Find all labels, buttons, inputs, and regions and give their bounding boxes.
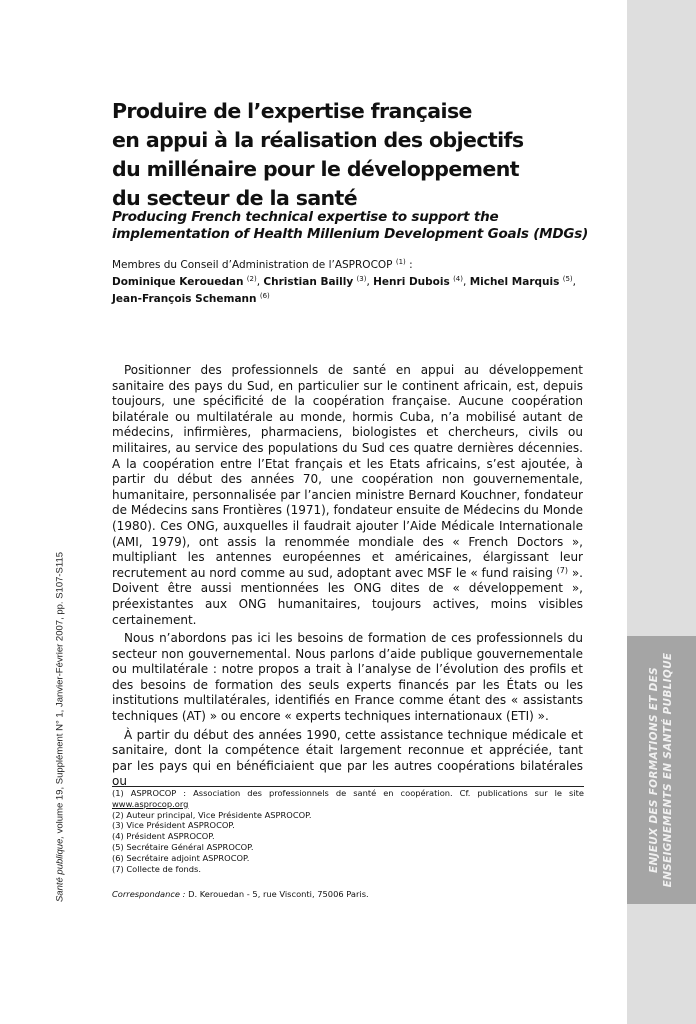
author-name: Michel Marquis [469, 276, 560, 288]
author-intro [112, 257, 592, 274]
asprocop-link[interactable]: www.asprocop.org [112, 798, 189, 809]
section-tab-label [647, 636, 675, 904]
author-list-line: Dominique Kerouedan $^{(2)}$, Christian Bailly $^{(3)}$, Henri Dubois $^{(4)}$, Michel Marquis $^{(5)}$, [112, 275, 576, 288]
running-head [55, 552, 66, 902]
article-title [112, 97, 592, 213]
paragraph-text: Positionner des professionnels de santé en appui au développement sanitaire des pays du Sud, en particulier sur le continent africain, est, depuis toujours, une spécificité de la coopération française. Aucune coopération bilatérale ou multilatérale au monde, hormis Cuba, n’a mobilisé autant de médecins, infirmières, pharmaciens, biologistes et chercheurs, civils ou militaires, au service des populations du Sud ces quatre dernières décennies. A la coopération entre l’Etat français et les Etats africains, s’est ajoutée, à partir du début des années 70, une coopération non gouvernementale, humanitaire, personnalisée par l’ancien ministre Bernard Kouchner, fondateur de Médecins sans Frontières (1971), fondateur ensuite de Médecins du Monde (1980). Ces ONG, auxquelles il faudrait ajouter l’Aide Médicale Internationale (AMI, 1979), ont assis la renommée mondiale des « French Doctors », multipliant les antennes européennes et américaines, élargissant leur recrutement au nord comme au sud, adoptant avec MSF le « fund raising [112, 363, 583, 580]
footnote-2: (2) Auteur principal, Vice Présidente ASPROCOP. [112, 809, 312, 820]
footnote-ref: (1) [395, 258, 406, 266]
author-name: Henri Dubois [373, 276, 450, 288]
paragraph-text: ». Doivent être aussi mentionnées les ONG dites de « développement », préexistantes aux ONG humanitaires, toujours actives, moins visibles certainement. [112, 565, 583, 627]
journal-name: Santé publique, [54, 836, 66, 903]
author-block [112, 257, 592, 308]
body-paragraph: À partir du début des années 1990, cette assistance technique médicale et sanitaire, dont la compétence était largement reconnue et appréciée, tant par les pays qui en bénéficiaient que par les autres coopérations bilatérales ou [112, 727, 583, 789]
title-line: du secteur de la santé [112, 186, 358, 210]
issue-details: volume 19, Supplément N° 1, Janvier-Février 2007, pp. S107-S115 [54, 551, 66, 836]
title-line: du millénaire pour le développement [112, 157, 519, 181]
article-body [112, 363, 583, 793]
footnotes [112, 788, 584, 874]
subtitle-line: Producing French technical expertise to support the [112, 209, 499, 225]
correspondence-label: Correspondance : [112, 889, 186, 899]
correspondence-address: D. Kerouedan - 5, rue Visconti, 75006 Paris. [185, 889, 369, 899]
title-line: en appui à la réalisation des objectifs [112, 128, 524, 152]
footnote-4: (4) Président ASPROCOP. [112, 831, 215, 842]
footnote-text: (1) ASPROCOP : Association des professionnels de santé en coopération. Cf. publications sur le site [112, 788, 584, 798]
footnote-5: (5) Secrétaire Général ASPROCOP. [112, 841, 254, 852]
author-list-line [112, 291, 592, 308]
footnote-ref: (4) [453, 275, 463, 283]
author-intro-colon: : [405, 259, 413, 271]
section-tab-line-2: ENSEIGNEMENTS EN SANTÉ PUBLIQUE [662, 652, 674, 888]
author-intro-text: Membres du Conseil d’Administration de l’ASPROCOP [112, 259, 393, 271]
author-name: Dominique Kerouedan [112, 276, 244, 288]
footnote-6: (6) Secrétaire adjoint ASPROCOP. [112, 852, 250, 863]
footnote-ref: (7) [556, 565, 569, 575]
footnote-1 [112, 788, 584, 810]
correspondence [112, 889, 584, 900]
footnote-3: (3) Vice Président ASPROCOP. [112, 820, 235, 831]
body-paragraph: Nous n’abordons pas ici les besoins de formation de ces professionnels du secteur non gouvernemental. Nous parlons d’aide publique gouvernementale ou multilatérale : notre propos a trait à l’analyse de l’évolution des profils et des besoins de formation des seuls experts financés par les États ou les institutions multilatérales, identifiés en France comme étant des « assistants techniques (AT) » ou encore « experts techniques internationaux (ETI) ». [112, 631, 583, 724]
footnote-7: (7) Collecte de fonds. [112, 863, 202, 874]
article-subtitle [112, 209, 612, 243]
title-line: Produire de l’expertise française [112, 99, 472, 123]
subtitle-line: implementation of Health Millenium Development Goals (MDGs) [112, 226, 589, 242]
body-paragraph [112, 363, 583, 628]
footnote-ref: (3) [356, 275, 367, 283]
footnote-ref: (6) [259, 292, 270, 300]
footnote-ref: (2) [246, 275, 257, 283]
footnote-ref: (5) [562, 275, 573, 283]
author-name: Christian Bailly [263, 276, 354, 288]
author-name: Jean-François Schemann [112, 293, 257, 305]
section-tab-line-1: ENJEUX DES FORMATIONS ET DES [648, 666, 660, 874]
footnote-divider [112, 786, 584, 787]
